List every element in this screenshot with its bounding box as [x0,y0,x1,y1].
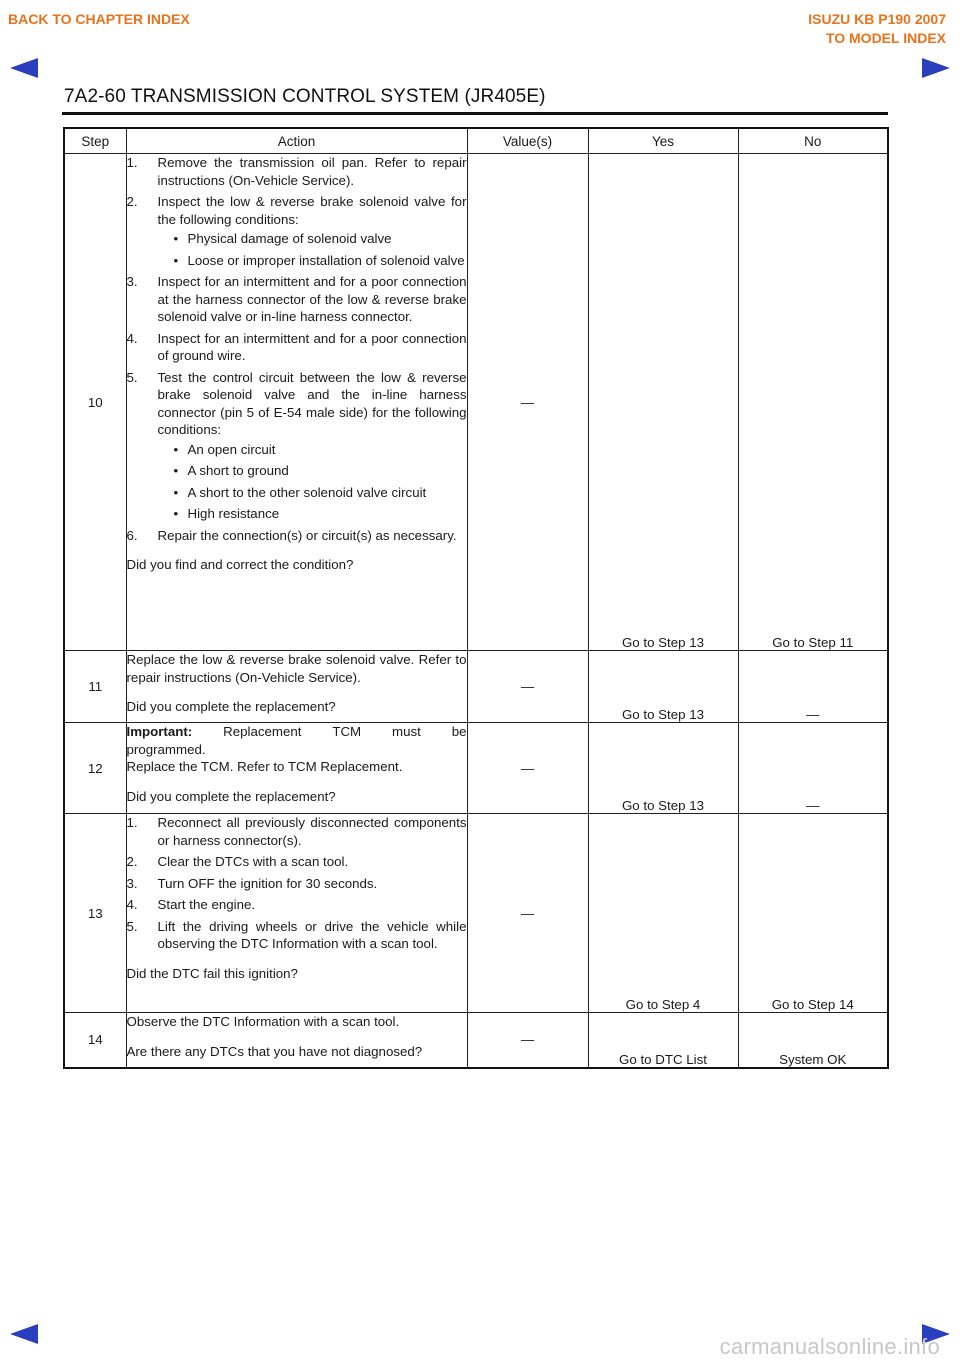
value-cell: — [467,1013,588,1068]
list-item: 4. Start the engine. [126,897,256,912]
list-item: 4. Inspect for an intermittent and for a poor connection of ground wire. [126,330,467,363]
important-note: Important: Replacement TCM must be [126,724,467,739]
column-header-step: Step [64,128,126,154]
header-divider [62,112,888,115]
step-question: Did you find and correct the condition? [126,557,354,572]
action-cell [126,154,467,651]
list-item: 1. Remove the transmission oil pan. Refer to repair instructions (On-Vehicle Service). [126,155,467,188]
value-cell: — [467,814,588,1013]
action-list [127,814,467,953]
bullet-item: • A short to ground [173,463,289,478]
table-row-step-11 [64,651,888,723]
yes-cell: Go to Step 4 [588,814,738,1013]
action-cell [126,651,467,723]
no-cell: — [738,723,888,814]
back-to-chapter-index-link[interactable]: BACK TO CHAPTER INDEX [8,11,190,27]
table-row-step-12 [64,723,888,814]
important-note-end: programmed. [126,741,206,757]
step-number: 10 [64,154,126,651]
yes-cell: Go to Step 13 [588,651,738,723]
table-row-step-14 [64,1013,888,1068]
previous-page-arrow-icon[interactable] [10,58,38,78]
list-item: 6. Repair the connection(s) or circuit(s) as necessary. [126,527,457,543]
value-cell: — [467,154,588,651]
action-text: Replace the low & reverse brake solenoid valve. Refer to repair instructions (On-Vehicle Service). [126,652,467,685]
to-model-index-link[interactable]: TO MODEL INDEX [825,30,946,46]
diagnostic-steps-table [63,127,889,1069]
action-list [127,154,467,544]
column-header-yes: Yes [588,128,738,154]
bullet-item: • A short to the other solenoid valve circuit [173,484,427,500]
no-cell: Go to Step 11 [738,154,888,651]
list-item: 5. Test the control circuit between the low & reverse brake solenoid valve and the in-line harness connector (pin 5 of E-54 male side) for the following conditions: • An open circuit • A short to ground • A short to the other solenoid valve circuit • High resistance [126,369,467,521]
watermark: carmanualsonline.info [719,1334,940,1359]
yes-cell: Go to DTC List [588,1013,738,1068]
action-cell [126,814,467,1013]
column-header-values: Value(s) [467,128,588,154]
yes-cell: Go to Step 13 [588,723,738,814]
previous-page-arrow-icon[interactable] [10,1324,38,1344]
action-cell [126,1013,467,1068]
no-cell: Go to Step 14 [738,814,888,1013]
page-title: 7A2-60 TRANSMISSION CONTROL SYSTEM (JR405E) [64,86,546,107]
step-number: 14 [64,1013,126,1068]
next-page-arrow-icon[interactable] [922,58,950,78]
bullet-item: • High resistance [173,506,280,521]
no-cell: System OK [738,1013,888,1068]
bullet-item: • Physical damage of solenoid valve [173,231,392,246]
bullet-item: • An open circuit [173,441,276,457]
list-item: 3. Inspect for an intermittent and for a poor connection at the harness connector of the low & reverse brake solenoid valve or in-line harness connector. [126,274,467,324]
step-question: Are there any DTCs that you have not diagnosed? [126,1043,423,1059]
no-cell: — [738,651,888,723]
table-header-row [64,128,888,154]
step-question: Did you complete the replacement? [126,788,336,804]
value-cell: — [467,651,588,723]
value-cell: — [467,723,588,814]
step-question: Did you complete the replacement? [126,699,336,714]
list-item: 5. Lift the driving wheels or drive the vehicle while observing the DTC Information with a scan tool. [126,918,467,951]
action-text: Observe the DTC Information with a scan tool. [126,1014,400,1029]
action-text: Replace the TCM. Refer to TCM Replacement. [126,759,403,774]
model-title-link[interactable]: ISUZU KB P190 2007 [808,11,946,27]
bullet-item: • Loose or improper installation of solenoid valve [173,252,465,268]
step-number: 12 [64,723,126,814]
step-number: 13 [64,814,126,1013]
column-header-action: Action [126,128,467,154]
list-item: 2. Inspect the low & reverse brake solenoid valve for the following conditions: • Physical damage of solenoid valve • Loose or improper installation of solenoid valve [126,194,467,268]
table-row-step-10 [64,154,888,651]
column-header-no: No [738,128,888,154]
table-row-step-13 [64,814,888,1013]
list-item: 1. Reconnect all previously disconnected components or harness connector(s). [126,815,467,848]
list-item: 3. Turn OFF the ignition for 30 seconds. [126,875,378,891]
list-item: 2. Clear the DTCs with a scan tool. [126,854,349,869]
yes-cell: Go to Step 13 [588,154,738,651]
important-label: Important: [126,724,193,739]
step-number: 11 [64,651,126,723]
step-question: Did the DTC fail this ignition? [126,965,298,981]
action-cell [126,723,467,814]
